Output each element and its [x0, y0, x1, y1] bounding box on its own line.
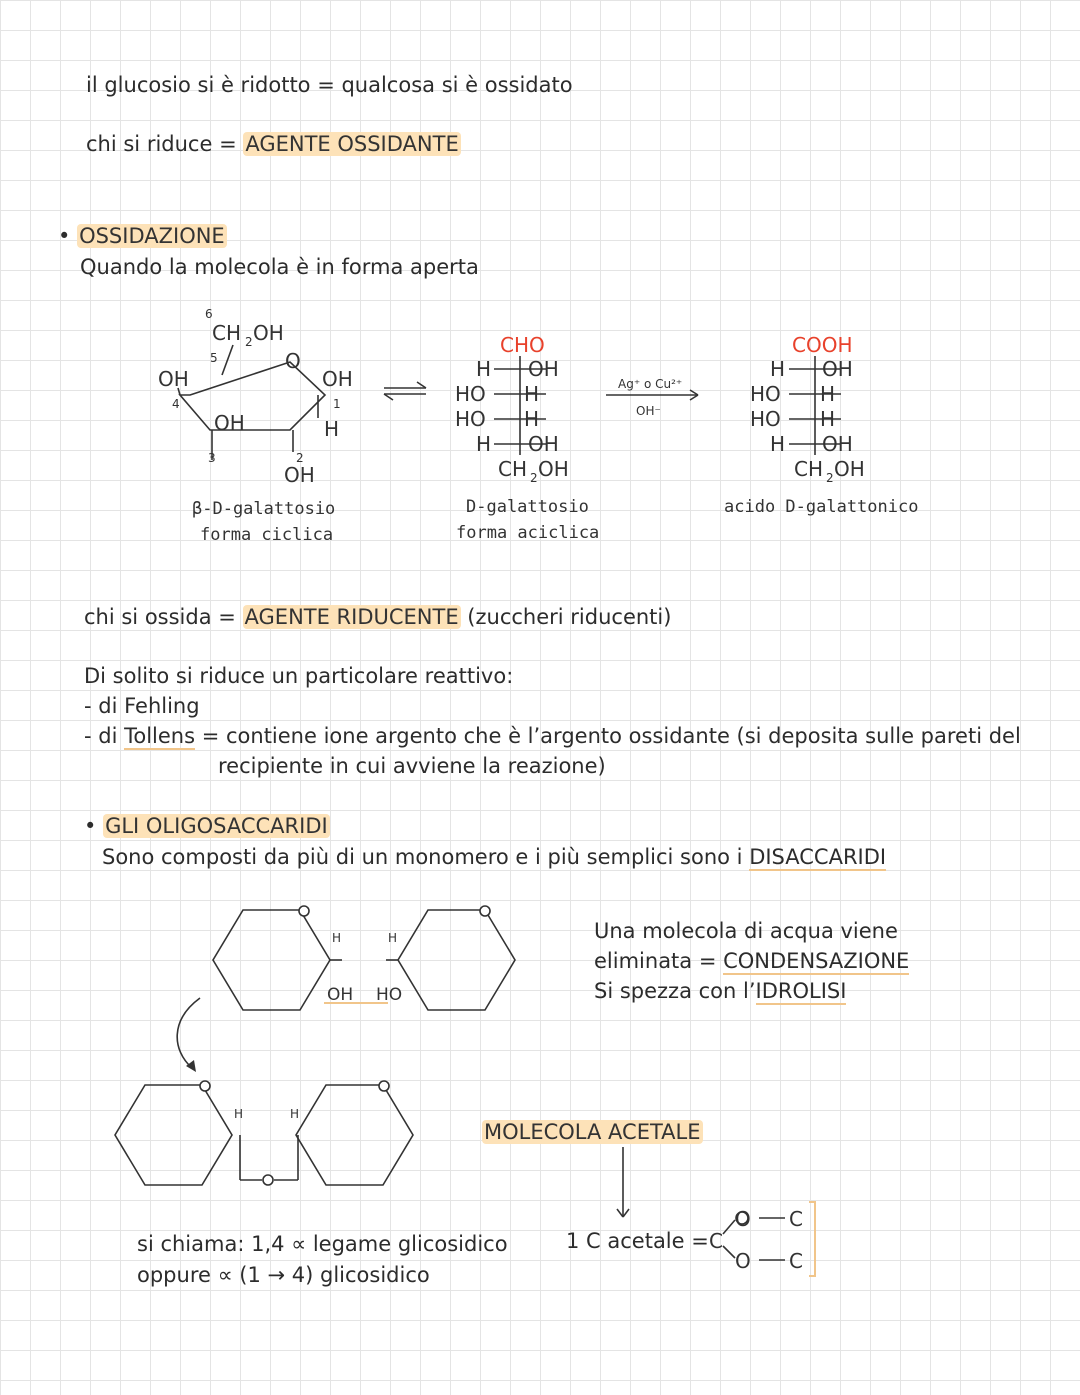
acetal-structure: [705, 1196, 825, 1280]
acetale-c-text: 1 C acetale =: [566, 1229, 709, 1253]
line-fehling: - di Fehling: [84, 694, 200, 718]
svg-text:2: 2: [530, 471, 538, 485]
acqua-line-3: [594, 978, 846, 1004]
svg-text:5: 5: [210, 351, 218, 365]
agente-ossidante-highlight: AGENTE OSSIDANTE: [245, 132, 459, 156]
oxidation-arrow: [606, 377, 698, 418]
svg-text:CH: CH: [498, 457, 528, 481]
ring-top-left: [213, 910, 330, 1010]
svg-text:OH: OH: [822, 432, 853, 456]
disaccaridi-word: DISACCARIDI: [749, 845, 887, 869]
svg-text:4: 4: [172, 397, 180, 411]
acqua-line-2: [594, 948, 909, 974]
ring-bottom-right: [296, 1085, 413, 1185]
svg-text:CH: CH: [794, 457, 824, 481]
svg-text:HO: HO: [750, 407, 781, 431]
tollens-word: Tollens: [124, 724, 196, 748]
acid-caption: acido D-galattonico: [724, 497, 919, 517]
svg-text:3: 3: [208, 451, 216, 465]
svg-text:H: H: [234, 1107, 244, 1121]
svg-text:HO: HO: [455, 382, 486, 406]
chiama-line-2: oppure ∝ (1 → 4) glicosidico: [137, 1263, 430, 1287]
svg-text:OH: OH: [822, 357, 853, 381]
ossidazione-title: OSSIDAZIONE: [79, 224, 225, 248]
line-glucosio: il glucosio si è ridotto = qualcosa si è ossidato: [86, 73, 573, 97]
oligosaccaridi-title: GLI OLIGOSACCARIDI: [105, 814, 328, 838]
line-tollens-cont: recipiente in cui avviene la reazione): [218, 754, 606, 778]
svg-text:HO: HO: [750, 382, 781, 406]
riduce-text: chi si riduce =: [86, 132, 244, 156]
svg-text:2: 2: [245, 335, 253, 349]
svg-text:H: H: [324, 417, 340, 441]
oligosaccaridi-subtitle: [102, 844, 886, 870]
svg-text:OH: OH: [253, 321, 284, 345]
bullet-icon: •: [84, 814, 104, 838]
oligo-sub-text: Sono composti da più di un monomero e i più semplici sono i: [102, 845, 750, 869]
ossidazione-heading: [58, 223, 227, 249]
galactonic-acid: [724, 333, 918, 517]
svg-text:C: C: [789, 1249, 803, 1273]
molecola-acetale-highlight: MOLECOLA ACETALE: [484, 1120, 701, 1144]
line-tollens: [84, 723, 1021, 749]
svg-text:OH: OH: [322, 367, 353, 391]
acqua-line-1: Una molecola di acqua viene: [594, 919, 898, 943]
svg-text:CHO: CHO: [500, 333, 545, 357]
svg-text:6: 6: [205, 307, 213, 321]
svg-text:HO: HO: [376, 985, 403, 1005]
svg-text:O: O: [285, 349, 301, 373]
svg-text:H: H: [820, 382, 836, 406]
svg-text:H: H: [332, 931, 342, 945]
svg-text:H: H: [770, 432, 786, 456]
svg-text:H: H: [476, 357, 492, 381]
cyclic-galactose: [158, 307, 353, 545]
svg-text:H: H: [476, 432, 492, 456]
ring-top-right: [398, 910, 515, 1010]
bullet-icon: •: [58, 224, 78, 248]
disaccharide-diagram: [0, 890, 560, 1210]
svg-text:H: H: [290, 1107, 300, 1121]
idrolisi-word: IDROLISI: [755, 979, 847, 1003]
svg-text:2: 2: [826, 471, 834, 485]
svg-text:OH: OH: [327, 985, 354, 1005]
acyclic-caption-1: D-galattosio: [466, 497, 589, 517]
svg-text:1: 1: [333, 397, 341, 411]
svg-text:OH: OH: [834, 457, 865, 481]
ossida-text: chi si ossida =: [84, 605, 243, 629]
svg-text:OH: OH: [538, 457, 569, 481]
tollens-prefix: - di: [84, 724, 125, 748]
oligosaccaridi-heading: [84, 813, 330, 839]
svg-text:C: C: [789, 1207, 803, 1231]
ossidazione-subtitle: Quando la molecola è in forma aperta: [80, 255, 479, 279]
reagent-top: Ag⁺ o Cu²⁺: [618, 377, 683, 391]
oxidation-diagram: [0, 300, 1080, 560]
reagent-bottom: OH⁻: [636, 404, 661, 418]
acyclic-caption-2: forma aciclica: [456, 523, 600, 543]
svg-text:H: H: [388, 931, 398, 945]
svg-text:COOH: COOH: [792, 333, 853, 357]
svg-text:O: O: [735, 1207, 751, 1231]
svg-text:O: O: [735, 1249, 751, 1273]
chiama-line-1: si chiama: 1,4 ∝ legame glicosidico: [137, 1232, 508, 1256]
acyclic-galactose: [455, 333, 599, 543]
eliminata-text: eliminata =: [594, 949, 724, 973]
cyclic-caption-2: forma ciclica: [200, 525, 334, 545]
agente-riducente-highlight: AGENTE RIDUCENTE: [244, 605, 459, 629]
down-arrow-icon: [610, 1145, 636, 1225]
condensazione-word: CONDENSAZIONE: [723, 949, 910, 973]
tollens-description: = contiene ione argento che è l’argento ossidante (si deposita sulle pareti del: [195, 724, 1021, 748]
svg-text:OH: OH: [214, 411, 245, 435]
svg-text:OH: OH: [284, 463, 315, 487]
svg-text:C: C: [709, 1229, 723, 1253]
cyclic-caption-1: β-D-galattosio: [192, 499, 336, 519]
curved-arrow: [177, 998, 200, 1068]
spezza-text: Si spezza con l’: [594, 979, 756, 1003]
zuccheri-riducenti: (zuccheri riducenti): [460, 605, 672, 629]
svg-text:OH: OH: [528, 432, 559, 456]
svg-text:CH: CH: [212, 321, 242, 345]
molecola-acetale: [482, 1119, 703, 1145]
svg-text:H: H: [524, 407, 540, 431]
svg-text:OH: OH: [528, 357, 559, 381]
svg-text:H: H: [524, 382, 540, 406]
svg-text:H: H: [820, 407, 836, 431]
svg-text:OH: OH: [158, 367, 189, 391]
line-ossida: [84, 604, 671, 630]
svg-text:H: H: [770, 357, 786, 381]
svg-text:HO: HO: [455, 407, 486, 431]
ring-bottom-left: [115, 1085, 232, 1185]
line-riduce: [86, 131, 461, 157]
equilibrium-arrow: [384, 382, 426, 400]
line-solito: Di solito si riduce un particolare reattivo:: [84, 664, 514, 688]
svg-text:2: 2: [296, 451, 304, 465]
